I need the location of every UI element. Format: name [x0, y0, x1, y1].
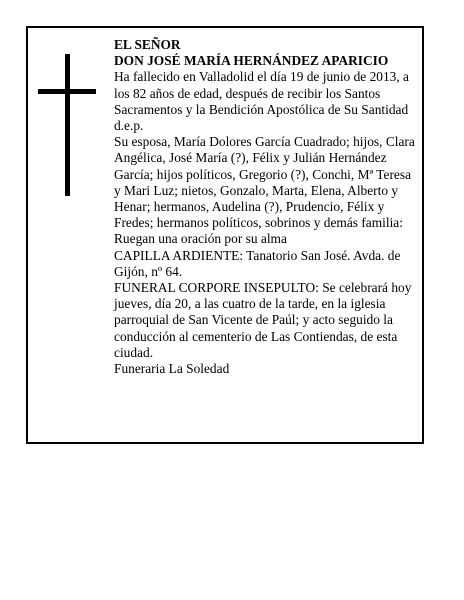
deceased-name: DON JOSÉ MARÍA HERNÁNDEZ APARICIO — [114, 53, 389, 69]
heading-title: EL SEÑOR — [114, 37, 181, 52]
cross-horizontal-bar — [38, 89, 96, 94]
funeral-home: Funeraria La Soledad — [114, 361, 230, 377]
cross-vertical-bar — [65, 54, 70, 196]
chapel-info: CAPILLA ARDIENTE: Tanatorio San José. Avda. de Gijón, nº 64. — [114, 247, 401, 279]
prayer-request: Ruegan una oración por su alma — [114, 231, 287, 247]
death-statement: Ha fallecido en Valladolid el día 19 de junio de 2013, a los 82 años de edad, después de recibir los Santos Sacramentos y la Bendición Apostólica de Su Santidad d.e.p. — [114, 69, 410, 134]
latin-cross-icon — [38, 54, 96, 196]
family-list: Su esposa, María Dolores García Cuadrado; hijos, Clara Angélica, José María (?), Félix y Julián Hernández García; hijos políticos, Gregorio (?), Conchi, Mª Teresa y Mari Luz; nietos, Gonzalo, Marta, Elena, Alberto y Henar; hermanos, Audelina (?), Prudencio, Félix y Fredes; hermanos políticos, sobrinos y demás familia: — [114, 134, 415, 231]
funeral-info: FUNERAL CORPORE INSEPULTO: Se celebrará hoy jueves, día 20, a las cuatro de la tarde, en la iglesia parroquial de San Vicente de Paúl; y acto seguido la conducción al cementerio de Las Contiendas, de esta ciudad. — [114, 280, 412, 360]
obituary-text-block — [114, 37, 420, 377]
